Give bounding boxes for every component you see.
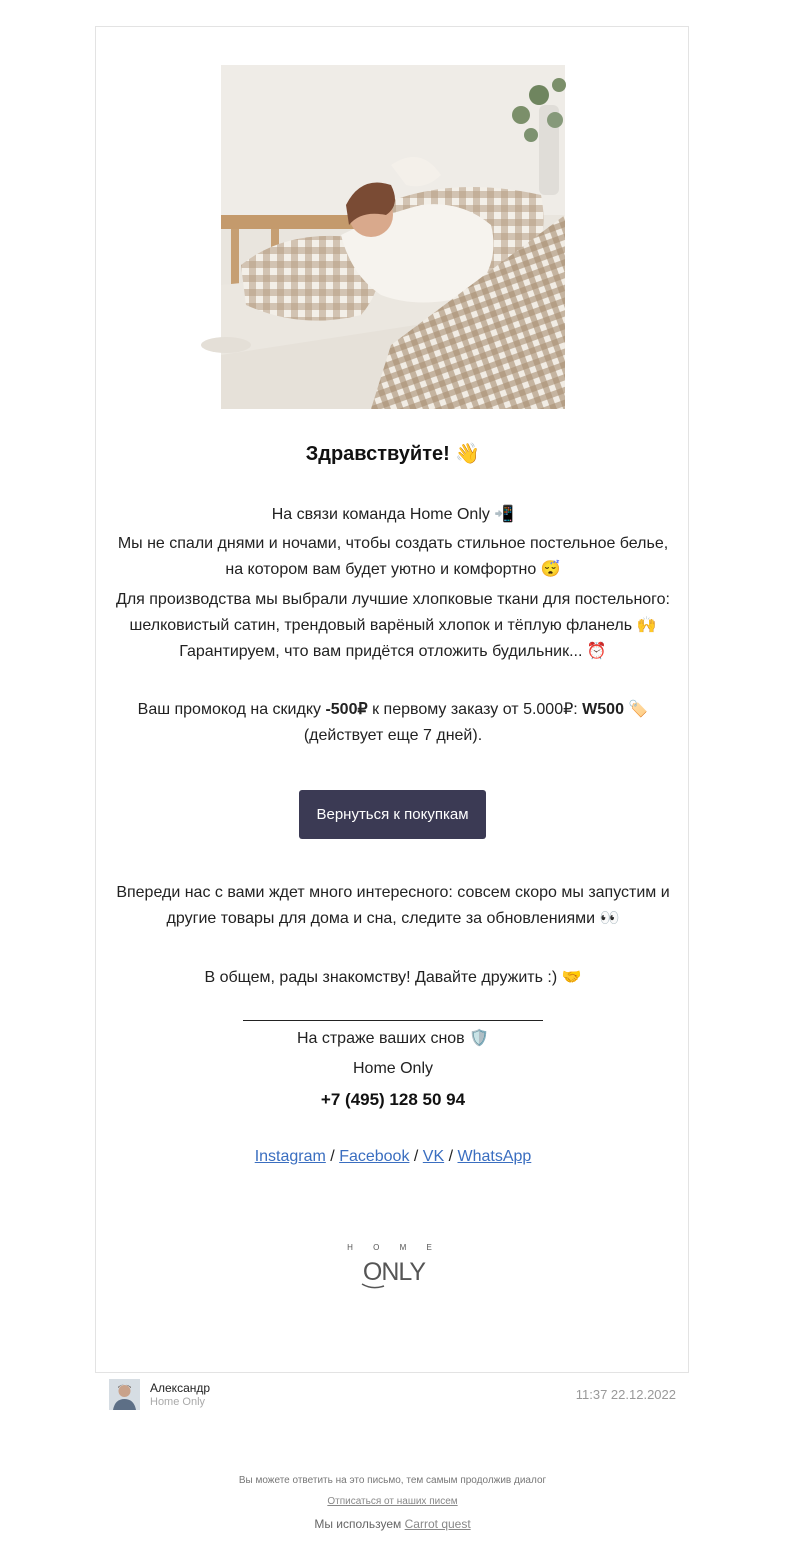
intro-text: На связи команда Home Only 📲 — [271, 506, 515, 523]
body-paragraph-4: В общем, рады знакомству! Давайте дружить :) 🤝 — [204, 969, 582, 986]
signature-line: На страже ваших снов 🛡️ — [296, 1030, 490, 1047]
powered-prefix: Мы используем — [314, 1517, 405, 1531]
promo-middle: к первому заказу от 5.000₽: — [367, 701, 583, 718]
promo-discount: -500₽ — [325, 701, 368, 718]
reply-note: Вы можете ответить на это письмо, тем самым продолжив диалог — [238, 1475, 547, 1486]
hero-photo — [221, 65, 565, 409]
whatsapp-link[interactable]: WhatsApp — [457, 1148, 532, 1165]
logo-bottom-text: ONLY — [362, 1258, 426, 1286]
promo-text — [96, 697, 690, 749]
social-separator: / — [325, 1148, 340, 1165]
instagram-link[interactable]: Instagram — [254, 1148, 326, 1165]
body-paragraph-1: Мы не спали днями и ночами, чтобы создать стильное постельное белье, на котором вам будет уютно и комфортно 😴 — [117, 535, 669, 578]
carrot-quest-link[interactable]: Carrot quest — [404, 1517, 471, 1531]
message-timestamp: 11:37 22.12.2022 — [575, 1387, 676, 1402]
social-separator: / — [444, 1148, 458, 1165]
facebook-link[interactable]: Facebook — [339, 1148, 410, 1165]
email-card — [95, 26, 689, 1373]
home-only-logo — [347, 1242, 441, 1290]
sender-block — [109, 1379, 676, 1411]
phone-number: +7 (495) 128 50 94 — [320, 1090, 466, 1109]
avatar — [109, 1379, 140, 1410]
powered-by — [0, 1517, 785, 1531]
return-to-shopping-button[interactable]: Вернуться к покупкам — [299, 790, 486, 839]
promo-code: W500 — [582, 701, 624, 718]
logo-top-text: H O M E — [347, 1243, 441, 1252]
vk-link[interactable]: VK — [422, 1148, 445, 1165]
social-links — [96, 1144, 690, 1170]
sender-name: Александр — [150, 1381, 211, 1395]
promo-after: 🏷️ (действует еще 7 дней). — [303, 701, 649, 744]
body-paragraph-3: Впереди нас с вами ждет много интересного: совсем скоро мы запустим и другие товары для дома и сна, следите за обновлениями 👀 — [116, 884, 670, 927]
social-separator: / — [409, 1148, 423, 1165]
signature-brand: Home Only — [352, 1060, 434, 1077]
body-paragraph-2: Для производства мы выбрали лучшие хлопковые ткани для постельного: шелковистый сатин, трендовый варёный хлопок и тёплую фланель 🙌 Гарантируем, что вам придётся отложить будильник... ⏰ — [115, 591, 670, 660]
unsubscribe-block — [0, 1491, 785, 1509]
signature-divider — [243, 1020, 543, 1021]
greeting: Здравствуйте! 👋 — [305, 443, 481, 465]
unsubscribe-link[interactable]: Отписаться от наших писем — [327, 1496, 458, 1507]
sender-org: Home Only — [150, 1396, 206, 1408]
promo-before: Ваш промокод на скидку — [137, 701, 326, 718]
